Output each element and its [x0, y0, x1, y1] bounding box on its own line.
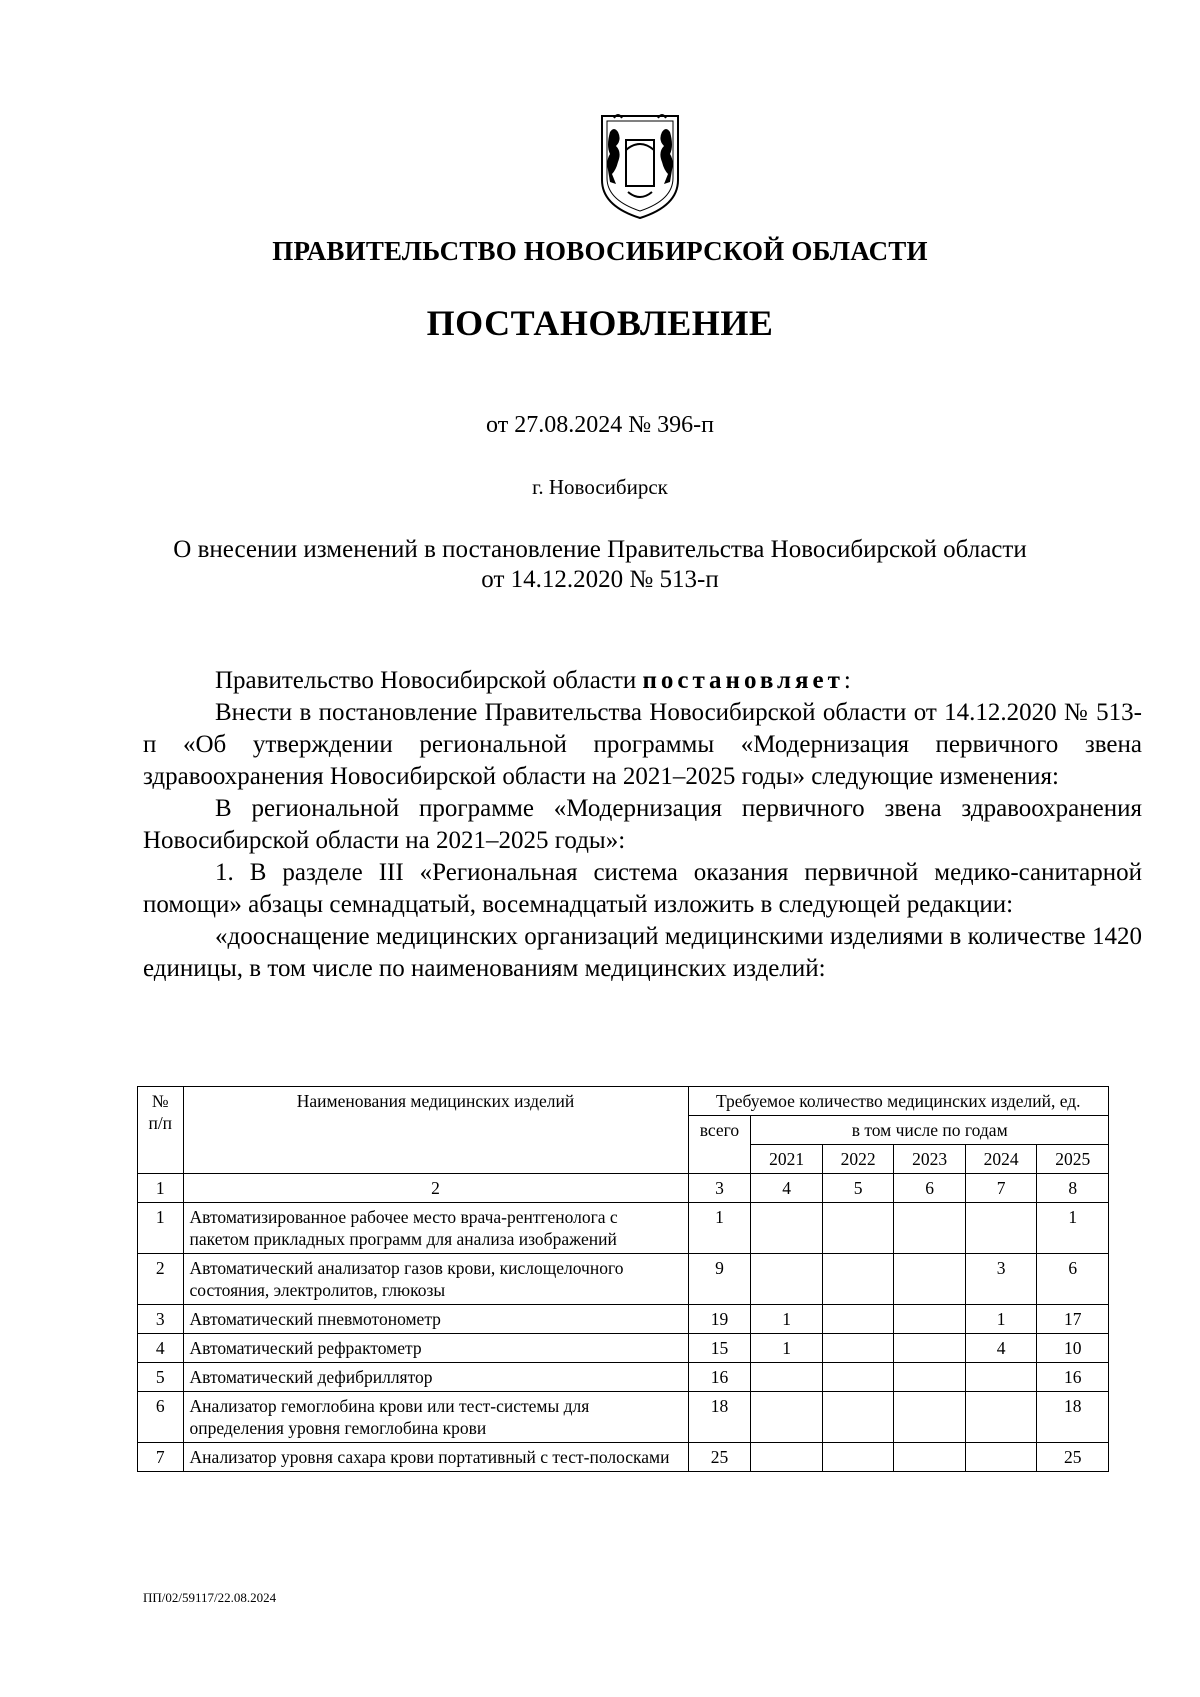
year-cell	[822, 1443, 894, 1472]
coat-of-arms-icon	[596, 110, 684, 222]
table-row	[138, 1305, 1109, 1334]
header-name: Наименования медицинских изделий	[183, 1087, 688, 1174]
device-name: Автоматический пневмотонометр	[183, 1305, 688, 1334]
year-cell	[894, 1203, 966, 1254]
column-number-row	[138, 1174, 1109, 1203]
year-cell: 17	[1037, 1305, 1109, 1334]
total-cell: 25	[688, 1443, 751, 1472]
year-cell	[822, 1392, 894, 1443]
device-name: Анализатор гемоглобина крови или тест-системы для определения уровня гемоглобина крови	[183, 1392, 688, 1443]
table-row	[138, 1443, 1109, 1472]
total-cell: 1	[688, 1203, 751, 1254]
total-cell: 18	[688, 1392, 751, 1443]
year-cell	[965, 1363, 1037, 1392]
body-paragraph-2: Внести в постановление Правительства Новосибирской области от 14.12.2020 № 513-п «Об утверждении региональной программы «Модернизация первичного звена здравоохранения Новосибирской области на 2021–2025 годы» следующие изменения:	[143, 699, 1142, 790]
body-paragraph-4: 1. В разделе III «Региональная система оказания первичной медико-санитарной помощи» абзацы семнадцатый, восемнадцатый изложить в следующей редакции:	[143, 859, 1142, 918]
year-cell	[822, 1363, 894, 1392]
device-name: Анализатор уровня сахара крови портативный с тест-полосками	[183, 1443, 688, 1472]
year-cell	[894, 1363, 966, 1392]
year-cell	[751, 1392, 823, 1443]
column-number: 5	[822, 1174, 894, 1203]
year-cell	[751, 1443, 823, 1472]
subject-line-1: О внесении изменений в постановление Правительства Новосибирской области	[173, 536, 1027, 563]
row-number: 6	[138, 1392, 184, 1443]
year-cell: 6	[1037, 1254, 1109, 1305]
column-number: 1	[138, 1174, 184, 1203]
year-cell	[965, 1203, 1037, 1254]
date-and-number: от 27.08.2024 № 396-п	[486, 412, 714, 438]
year-cell: 1	[751, 1334, 823, 1363]
column-number: 7	[965, 1174, 1037, 1203]
column-number: 2	[183, 1174, 688, 1203]
row-number: 4	[138, 1334, 184, 1363]
year-cell	[894, 1392, 966, 1443]
total-cell: 15	[688, 1334, 751, 1363]
year-cell	[822, 1203, 894, 1254]
column-number: 4	[751, 1174, 823, 1203]
document-subject	[100, 535, 1100, 595]
document-footer-code: ПП/02/59117/22.08.2024	[143, 1590, 277, 1605]
city: г. Новосибирск	[532, 475, 668, 499]
header-total: всего	[688, 1116, 751, 1174]
resolution-suffix: :	[843, 667, 851, 694]
table-row	[138, 1363, 1109, 1392]
government-title: ПРАВИТЕЛЬСТВО НОВОСИБИРСКОЙ ОБЛАСТИ	[272, 236, 928, 266]
total-cell: 19	[688, 1305, 751, 1334]
header-year: 2024	[965, 1145, 1037, 1174]
medical-devices-table	[137, 1086, 1109, 1472]
header-number: № п/п	[138, 1087, 184, 1174]
year-cell: 1	[965, 1305, 1037, 1334]
year-cell	[822, 1305, 894, 1334]
header-year: 2025	[1037, 1145, 1109, 1174]
header-year: 2021	[751, 1145, 823, 1174]
document-body	[143, 665, 1142, 985]
year-cell	[965, 1392, 1037, 1443]
header-year: 2022	[822, 1145, 894, 1174]
year-cell	[894, 1443, 966, 1472]
header-by-years: в том числе по годам	[751, 1116, 1109, 1145]
year-cell: 1	[1037, 1203, 1109, 1254]
year-cell: 25	[1037, 1443, 1109, 1472]
table-row	[138, 1334, 1109, 1363]
column-number: 3	[688, 1174, 751, 1203]
row-number: 2	[138, 1254, 184, 1305]
table-header-row-1	[138, 1087, 1109, 1116]
document-type: ПОСТАНОВЛЕНИЕ	[426, 303, 774, 343]
table-row	[138, 1254, 1109, 1305]
total-cell: 9	[688, 1254, 751, 1305]
year-cell: 4	[965, 1334, 1037, 1363]
year-cell: 1	[751, 1305, 823, 1334]
device-name: Автоматизированное рабочее место врача-рентгенолога с пакетом прикладных программ для анализа изображений	[183, 1203, 688, 1254]
year-cell	[894, 1254, 966, 1305]
year-cell	[894, 1334, 966, 1363]
resolves-word: постановляет	[642, 667, 844, 694]
table-row	[138, 1203, 1109, 1254]
row-number: 7	[138, 1443, 184, 1472]
total-cell: 16	[688, 1363, 751, 1392]
year-cell	[822, 1334, 894, 1363]
header-required-quantity: Требуемое количество медицинских изделий, ед.	[688, 1087, 1108, 1116]
header-year: 2023	[894, 1145, 966, 1174]
year-cell	[965, 1443, 1037, 1472]
year-cell: 10	[1037, 1334, 1109, 1363]
device-name: Автоматический рефрактометр	[183, 1334, 688, 1363]
body-paragraph-5: «дооснащение медицинских организаций медицинскими изделиями в количестве 1420 единицы, в том числе по наименованиям медицинских изделий:	[143, 923, 1142, 982]
year-cell	[894, 1305, 966, 1334]
resolution-paragraph	[143, 665, 1142, 697]
row-number: 1	[138, 1203, 184, 1254]
year-cell: 16	[1037, 1363, 1109, 1392]
year-cell	[751, 1363, 823, 1392]
year-cell: 3	[965, 1254, 1037, 1305]
year-cell	[822, 1254, 894, 1305]
year-cell	[751, 1254, 823, 1305]
subject-line-2: от 14.12.2020 № 513-п	[481, 566, 719, 593]
row-number: 5	[138, 1363, 184, 1392]
column-number: 8	[1037, 1174, 1109, 1203]
device-name: Автоматический анализатор газов крови, кислощелочного состояния, электролитов, глюкозы	[183, 1254, 688, 1305]
column-number: 6	[894, 1174, 966, 1203]
device-name: Автоматический дефибриллятор	[183, 1363, 688, 1392]
table-row	[138, 1392, 1109, 1443]
year-cell: 18	[1037, 1392, 1109, 1443]
body-paragraph-3: В региональной программе «Модернизация первичного звена здравоохранения Новосибирской области на 2021–2025 годы»:	[143, 795, 1142, 854]
resolution-prefix: Правительство Новосибирской области	[215, 667, 643, 694]
year-cell	[751, 1203, 823, 1254]
row-number: 3	[138, 1305, 184, 1334]
